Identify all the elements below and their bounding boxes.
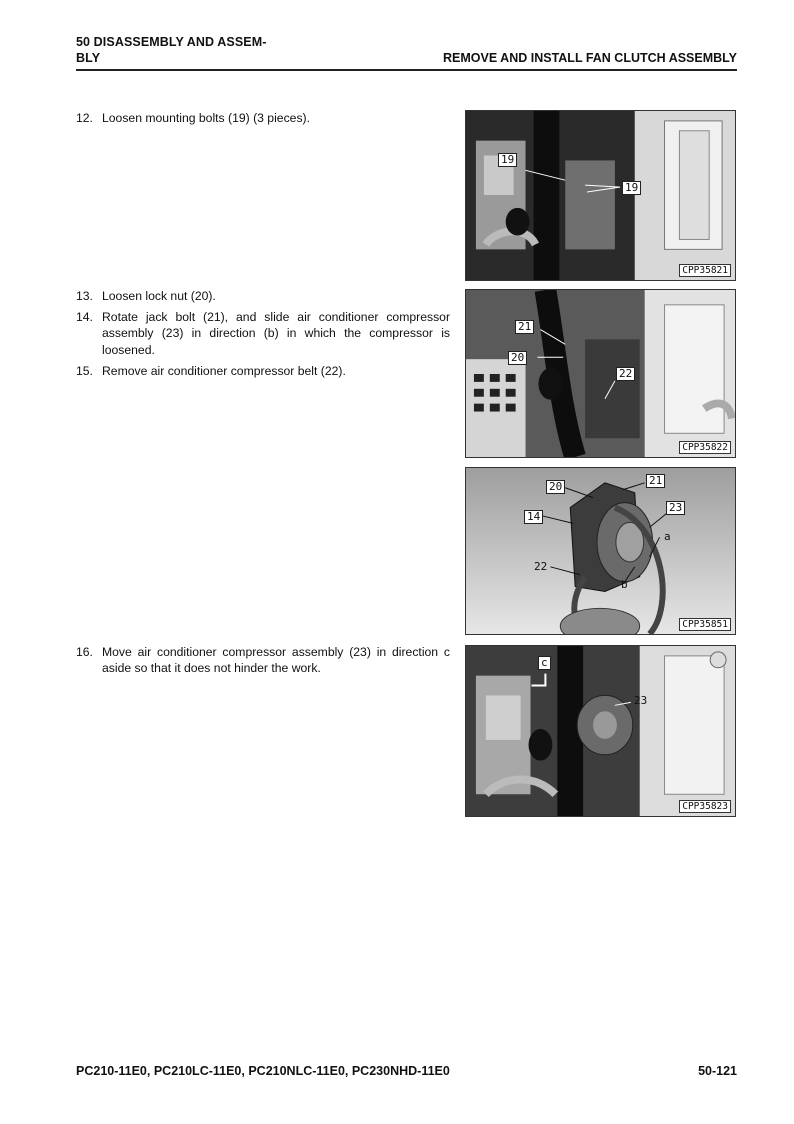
figure-code: CPP35821 xyxy=(679,264,731,277)
callout-19: 19 xyxy=(622,181,641,195)
callout-22: 22 xyxy=(534,560,548,573)
callout-b: b xyxy=(621,578,628,591)
step-text: Remove air conditioner compressor belt (22). xyxy=(102,364,346,378)
page-number: 50-121 xyxy=(698,1064,737,1078)
section-title xyxy=(76,34,306,66)
step-number: 12. xyxy=(76,111,93,125)
step-text: Rotate jack bolt (21), and slide air conditioner compressor assembly (23) in direction (b) in which the compressor is loosened. xyxy=(102,310,450,357)
callout-c: c xyxy=(538,656,551,670)
figure-photo-4 xyxy=(465,645,736,817)
step-12 xyxy=(76,110,450,126)
callout-21: 21 xyxy=(646,474,665,488)
section-title-line2: BLY xyxy=(76,51,101,65)
step-15 xyxy=(76,363,450,379)
page-title: REMOVE AND INSTALL FAN CLUTCH ASSEMBLY xyxy=(443,51,737,65)
figure-2-illustration xyxy=(466,290,735,457)
step-text: Loosen mounting bolts (19) (3 pieces). xyxy=(102,111,310,125)
step-text: Move air conditioner compressor assembly (23) in direction c aside so that it does not hinder the work. xyxy=(102,645,450,676)
step-13 xyxy=(76,288,450,304)
figure-photo-2 xyxy=(465,289,736,458)
step-16 xyxy=(76,644,450,677)
figure-4-illustration xyxy=(466,646,735,816)
callout-23: 23 xyxy=(634,694,648,707)
callout-a: a xyxy=(664,530,671,543)
figure-photo-1 xyxy=(465,110,736,281)
figure-code: CPP35851 xyxy=(679,618,731,631)
figure-3-illustration xyxy=(466,468,735,634)
step-text: Loosen lock nut (20). xyxy=(102,289,216,303)
callout-19: 19 xyxy=(498,153,517,167)
callout-20: 20 xyxy=(508,351,527,365)
callout-14: 14 xyxy=(524,510,543,524)
step-number: 15. xyxy=(76,364,93,378)
callout-23: 23 xyxy=(666,501,685,515)
figure-drawing-3 xyxy=(465,467,736,635)
callout-22: 22 xyxy=(616,367,635,381)
figure-code: CPP35822 xyxy=(679,441,731,454)
step-number: 14. xyxy=(76,310,93,324)
section-title-line1: 50 DISASSEMBLY AND ASSEM- xyxy=(76,35,267,49)
callout-20: 20 xyxy=(546,480,565,494)
step-14 xyxy=(76,309,450,358)
figure-1-illustration xyxy=(466,111,735,280)
figure-code: CPP35823 xyxy=(679,800,731,813)
header-rule xyxy=(76,69,737,71)
step-number: 16. xyxy=(76,645,93,659)
step-number: 13. xyxy=(76,289,93,303)
callout-21: 21 xyxy=(515,320,534,334)
footer-models: PC210-11E0, PC210LC-11E0, PC210NLC-11E0, PC230NHD-11E0 xyxy=(76,1064,450,1078)
